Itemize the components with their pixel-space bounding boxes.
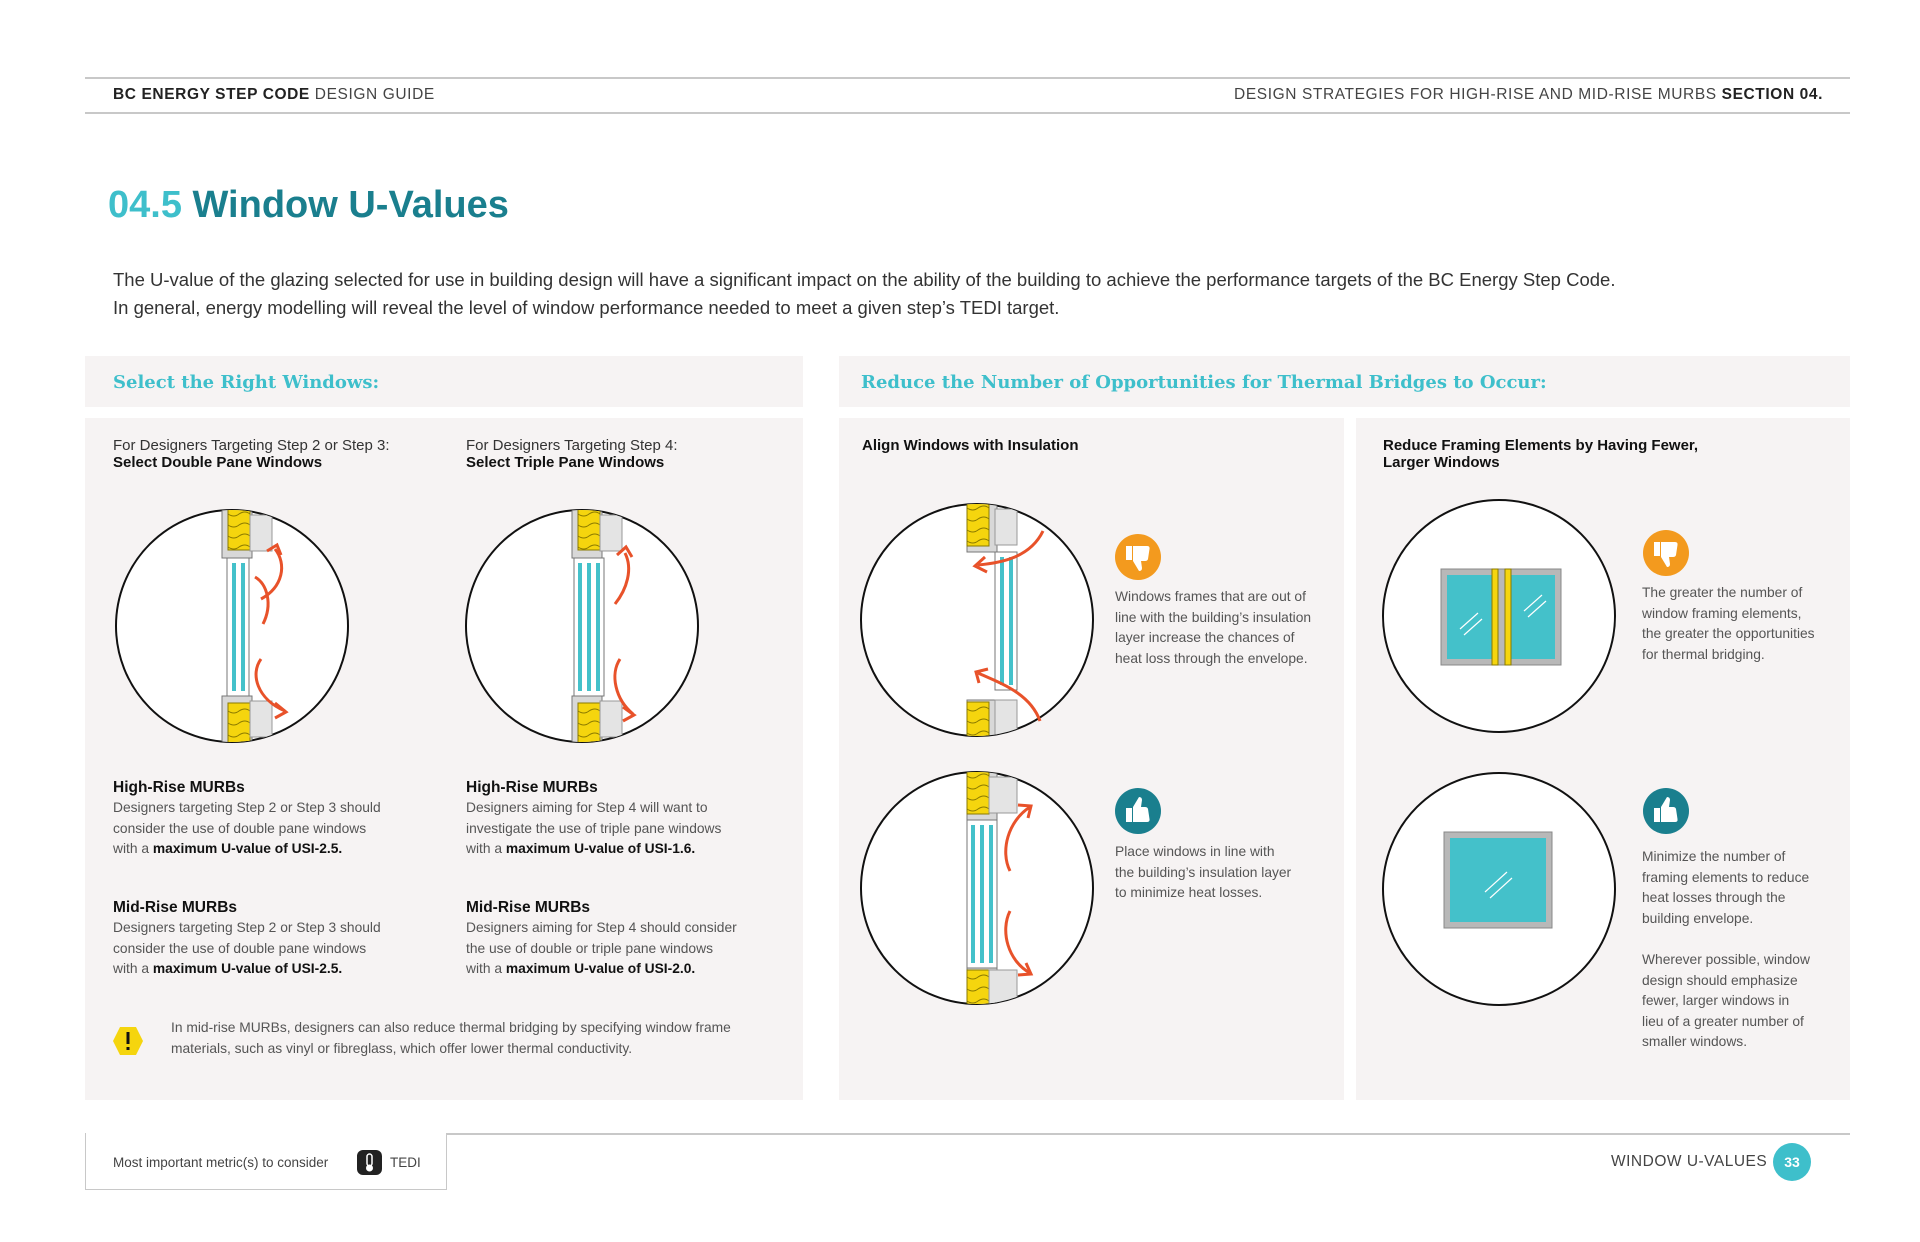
mid-rise-note: In mid-rise MURBs, designers can also reduce thermal bridging by specifying window frame materials, such as vinyl or fibreglass, which offer lower thermal conductivity. [171, 1020, 731, 1056]
triple-pane-diagram [465, 509, 699, 743]
double-pane-diagram [115, 509, 349, 743]
col2-high-title: High-Rise MURBs [466, 779, 598, 796]
thermometer-icon [356, 1149, 383, 1176]
warning-icon [112, 1026, 144, 1056]
align-bad-text: Windows frames that are out of line with the building’s insulation layer increase the chances of heat loss through the envelope. [1115, 589, 1312, 666]
framing-good-text-2: Wherever possible, window design should emphasize fewer, larger windows in lieu of a greater number of smaller windows. [1642, 952, 1810, 1049]
col1-high-text: Designers targeting Step 2 or Step 3 should consider the use of double pane windows with a maximum U-value of USI-2.5. [113, 800, 381, 856]
framing-title: Reduce Framing Elements by Having Fewer, Larger Windows [1383, 437, 1699, 471]
align-title: Align Windows with Insulation [862, 437, 1079, 454]
col1-heading: For Designers Targeting Step 2 or Step 3: Select Double Pane Windows [113, 437, 390, 471]
header-bottom-rule [85, 112, 1850, 114]
section-title: DESIGN STRATEGIES FOR HIGH-RISE AND MID-RISE MURBS SECTION 04. [1234, 86, 1823, 103]
aligned-window-diagram [860, 771, 1094, 1005]
thumbs-up-icon [1642, 787, 1690, 835]
page-number: 33 [1773, 1143, 1811, 1181]
col1-mid-text: Designers targeting Step 2 or Step 3 should consider the use of double pane windows with a maximum U-value of USI-2.5. [113, 920, 381, 976]
framing-good-text: Minimize the number of framing elements to reduce heat losses through the building envelope. [1642, 849, 1810, 926]
single-window-diagram [1382, 772, 1616, 1006]
metric-name: TEDI [390, 1155, 421, 1170]
col2-heading: For Designers Targeting Step 4: Select Triple Pane Windows [466, 437, 678, 471]
misaligned-window-diagram [860, 503, 1094, 737]
multiple-windows-diagram [1382, 499, 1616, 733]
thumbs-down-icon [1114, 533, 1162, 581]
guide-title: BC ENERGY STEP CODE DESIGN GUIDE [113, 86, 435, 103]
col1-high-title: High-Rise MURBs [113, 779, 245, 796]
thumbs-up-icon [1114, 787, 1162, 835]
thumbs-down-icon [1642, 529, 1690, 577]
metric-label: Most important metric(s) to consider [113, 1155, 329, 1170]
col2-mid-text: Designers aiming for Step 4 should consider the use of double or triple pane windows with a maximum U-value of USI-2.0. [466, 920, 737, 976]
col2-high-text: Designers aiming for Step 4 will want to investigate the use of triple pane windows with a maximum U-value of USI-1.6. [466, 800, 722, 856]
footer-section: WINDOW U-VALUES [1611, 1153, 1768, 1170]
right-panel-heading: Reduce the Number of Opportunities for Thermal Bridges to Occur: [861, 372, 1547, 393]
intro-paragraph: The U-value of the glazing selected for use in building design will have a significant impact on the ability of the building to achieve the performance targets of the BC Energy Step Code. In general, energy modelling will reveal the level of window performance needed to meet a given step’s TEDI target. [113, 269, 1616, 318]
align-good-text: Place windows in line with the building’s insulation layer to minimize heat losses. [1115, 844, 1292, 900]
page-title: 04.5 Window U-Values [108, 184, 509, 226]
col2-mid-title: Mid-Rise MURBs [466, 899, 591, 916]
col1-mid-title: Mid-Rise MURBs [113, 899, 238, 916]
left-panel-heading: Select the Right Windows: [113, 372, 380, 393]
header-top-rule [85, 77, 1850, 79]
framing-bad-text: The greater the number of window framing elements, the greater the opportunities for thermal bridging. [1642, 585, 1815, 662]
